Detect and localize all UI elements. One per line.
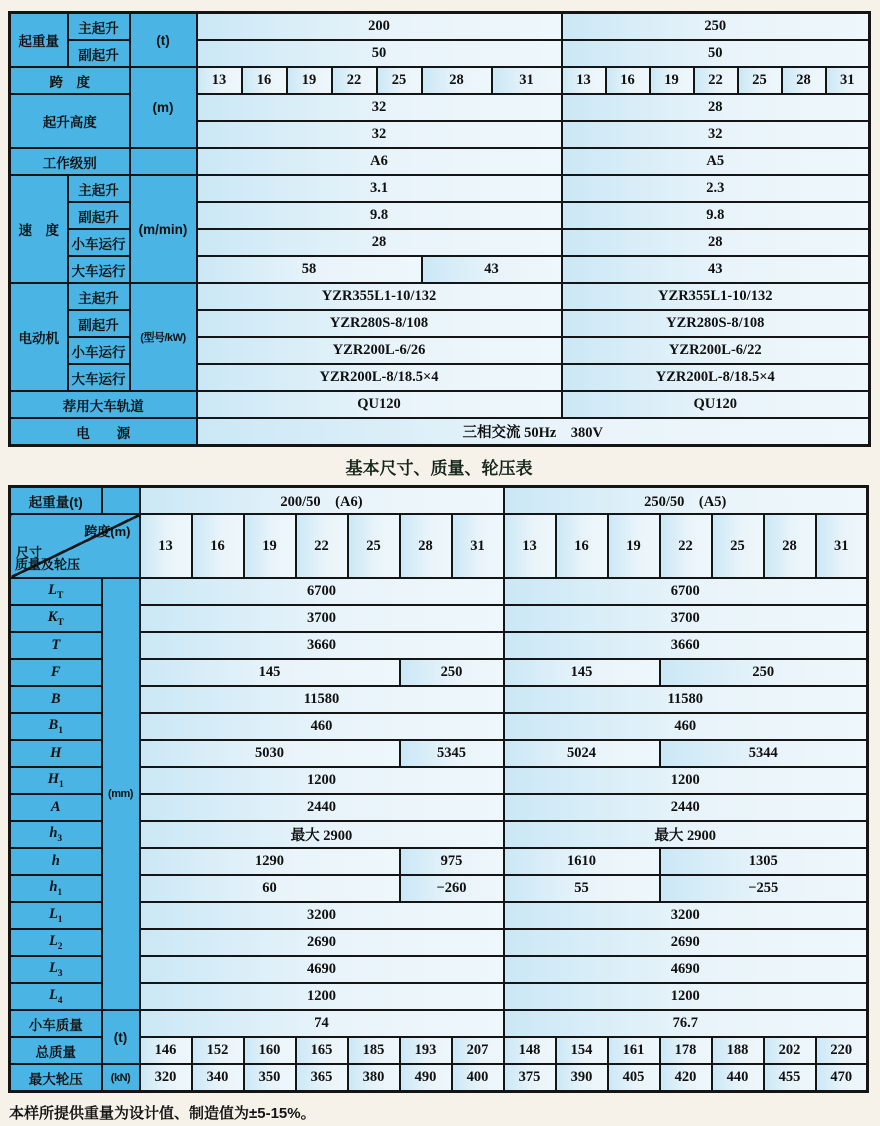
value-cell: 13 — [562, 67, 606, 94]
dim-symbol-cell: T — [10, 632, 102, 659]
value-cell: 1200 — [140, 767, 504, 794]
row-label-total-mass: 总质量 — [10, 1037, 102, 1064]
value-cell: 420 — [660, 1064, 712, 1092]
value-cell: 43 — [422, 256, 562, 283]
value-cell: 11580 — [140, 686, 504, 713]
corner-mass-wheel-label: 质量及轮压 — [15, 557, 81, 572]
row-label-max-wheel-load: 最大轮压 — [10, 1064, 102, 1092]
value-cell: 32 — [197, 94, 562, 121]
value-cell: 350 — [244, 1064, 296, 1092]
value-cell: 58 — [197, 256, 422, 283]
value-cell: 76.7 — [504, 1010, 868, 1037]
label-cell: 主起升 — [68, 175, 130, 202]
value-cell: 32 — [197, 121, 562, 148]
value-cell: 13 — [504, 514, 556, 578]
value-cell: 460 — [504, 713, 868, 740]
value-cell: 460 — [140, 713, 504, 740]
value-cell: 145 — [504, 659, 660, 686]
dim-symbol-cell: $L_4$ — [10, 983, 102, 1010]
value-cell: 1200 — [140, 983, 504, 1010]
value-cell: 25 — [712, 514, 764, 578]
value-cell: 405 — [608, 1064, 660, 1092]
value-cell: 50 — [562, 40, 870, 67]
dimensions-table-title: 基本尺寸、质量、轮压表 — [345, 459, 533, 478]
value-cell: 148 — [504, 1037, 556, 1064]
value-cell: 250 — [400, 659, 504, 686]
value-cell: 5024 — [504, 740, 660, 767]
unit-m-min: (m/min) — [130, 175, 197, 283]
value-cell: 200/50 (A6) — [140, 487, 504, 515]
value-cell: 250/50 (A5) — [504, 487, 868, 515]
footnote: 本样所提供重量为设计值、制造值为±5-15%。 — [9, 1105, 316, 1122]
value-cell: 440 — [712, 1064, 764, 1092]
value-cell: 28 — [782, 67, 826, 94]
value-cell: 250 — [562, 13, 870, 41]
value-cell: 3660 — [504, 632, 868, 659]
corner-span-header: 跨度(m) — [84, 524, 131, 539]
value-cell: 2440 — [140, 794, 504, 821]
unit-t: (t) — [102, 1010, 140, 1064]
value-cell: 19 — [244, 514, 296, 578]
row-label-motor: 电动机 — [10, 283, 68, 391]
label-cell: 副起升 — [68, 202, 130, 229]
row-label-capacity: 起重量(t) — [10, 487, 102, 515]
value-cell: 5030 — [140, 740, 400, 767]
value-cell: 6700 — [504, 578, 868, 605]
value-cell: 16 — [242, 67, 287, 94]
row-label-speed: 速 度 — [10, 175, 68, 283]
value-cell: 6700 — [140, 578, 504, 605]
value-cell: 43 — [562, 256, 870, 283]
value-cell: 375 — [504, 1064, 556, 1092]
value-cell: 28 — [197, 229, 562, 256]
unit-kn: (kN) — [102, 1064, 140, 1092]
unit-t: (t) — [130, 13, 197, 68]
value-cell: 3.1 — [197, 175, 562, 202]
value-cell: 160 — [244, 1037, 296, 1064]
value-cell: 22 — [332, 67, 377, 94]
value-cell: YZR200L-6/22 — [562, 337, 870, 364]
row-label-aux-hoist: 副起升 — [68, 40, 130, 67]
value-cell: 28 — [422, 67, 492, 94]
value-cell: A5 — [562, 148, 870, 175]
value-cell: QU120 — [562, 391, 870, 418]
value-cell: 220 — [816, 1037, 868, 1064]
value-cell: 200 — [197, 13, 562, 41]
value-cell: 19 — [650, 67, 694, 94]
value-cell: 390 — [556, 1064, 608, 1092]
row-label-power: 电 源 — [10, 418, 197, 446]
label-cell: 小车运行 — [68, 337, 130, 364]
value-cell: 3200 — [140, 902, 504, 929]
value-cell: 185 — [348, 1037, 400, 1064]
value-cell: YZR355L1-10/132 — [197, 283, 562, 310]
value-cell: 2440 — [504, 794, 868, 821]
corner-dimension-label: 尺寸 — [16, 545, 43, 560]
value-cell: 22 — [296, 514, 348, 578]
dim-symbol-cell: $L_3$ — [10, 956, 102, 983]
value-cell: 74 — [140, 1010, 504, 1037]
value-cell: 3700 — [140, 605, 504, 632]
value-cell: 154 — [556, 1037, 608, 1064]
value-cell: 490 — [400, 1064, 452, 1092]
value-cell: 32 — [562, 121, 870, 148]
value-cell: 207 — [452, 1037, 504, 1064]
value-cell: 380 — [348, 1064, 400, 1092]
value-cell: 1200 — [504, 767, 868, 794]
value-cell: 3200 — [504, 902, 868, 929]
value-cell: 9.8 — [562, 202, 870, 229]
row-label-rail: 荐用大车轨道 — [10, 391, 197, 418]
value-cell: 2.3 — [562, 175, 870, 202]
value-cell: 2690 — [504, 929, 868, 956]
value-cell: 1200 — [504, 983, 868, 1010]
dim-symbol-cell: $B_1$ — [10, 713, 102, 740]
value-cell: 400 — [452, 1064, 504, 1092]
dim-symbol-cell: $L_2$ — [10, 929, 102, 956]
value-cell: 28 — [562, 94, 870, 121]
value-cell: 22 — [694, 67, 738, 94]
dim-symbol-cell: F — [10, 659, 102, 686]
value-cell: YZR355L1-10/132 — [562, 283, 870, 310]
dim-symbol-cell: $K_T$ — [10, 605, 102, 632]
dim-symbol-cell: H — [10, 740, 102, 767]
value-cell: 152 — [192, 1037, 244, 1064]
value-cell: 11580 — [504, 686, 868, 713]
value-cell: 50 — [197, 40, 562, 67]
value-cell: 28 — [400, 514, 452, 578]
label-cell — [130, 148, 197, 175]
value-cell: 1305 — [660, 848, 868, 875]
value-cell: 25 — [738, 67, 782, 94]
value-cell: YZR280S-8/108 — [197, 310, 562, 337]
value-cell: 55 — [504, 875, 660, 902]
value-cell: A6 — [197, 148, 562, 175]
value-cell: 146 — [140, 1037, 192, 1064]
value-cell: 28 — [764, 514, 816, 578]
dim-symbol-cell: $h_3$ — [10, 821, 102, 848]
value-cell: 4690 — [504, 956, 868, 983]
value-cell: YZR200L-6/26 — [197, 337, 562, 364]
value-cell: 250 — [660, 659, 868, 686]
value-cell: 60 — [140, 875, 400, 902]
value-cell: YZR200L-8/18.5×4 — [562, 364, 870, 391]
value-cell: 三相交流 50Hz 380V — [197, 418, 870, 446]
value-cell: 470 — [816, 1064, 868, 1092]
value-cell: 2690 — [140, 929, 504, 956]
value-cell: 193 — [400, 1037, 452, 1064]
value-cell: 19 — [287, 67, 332, 94]
value-cell: 16 — [556, 514, 608, 578]
value-cell: 320 — [140, 1064, 192, 1092]
value-cell: 最大 2900 — [504, 821, 868, 848]
label-cell: 小车运行 — [68, 229, 130, 256]
value-cell: 365 — [296, 1064, 348, 1092]
value-cell: 16 — [606, 67, 650, 94]
value-cell: 1290 — [140, 848, 400, 875]
spec-table — [8, 11, 871, 447]
value-cell: 13 — [197, 67, 242, 94]
value-cell: 最大 2900 — [140, 821, 504, 848]
value-cell: 3660 — [140, 632, 504, 659]
unit-model-kw: (型号/kW) — [130, 283, 197, 391]
value-cell: 19 — [608, 514, 660, 578]
row-label-trolley-mass: 小车质量 — [10, 1010, 102, 1037]
value-cell: 975 — [400, 848, 504, 875]
value-cell: 16 — [192, 514, 244, 578]
value-cell: 25 — [377, 67, 422, 94]
row-label-main-hoist: 主起升 — [68, 13, 130, 41]
value-cell: 31 — [452, 514, 504, 578]
dim-symbol-cell: h — [10, 848, 102, 875]
row-label-lifting-capacity: 起重量 — [10, 13, 68, 68]
label-cell: 副起升 — [68, 310, 130, 337]
dim-symbol-cell: $L_T$ — [10, 578, 102, 605]
unit-mm: (mm) — [102, 578, 140, 1010]
dim-symbol-cell: $h_1$ — [10, 875, 102, 902]
value-cell: 25 — [348, 514, 400, 578]
value-cell: 4690 — [140, 956, 504, 983]
value-cell: 5344 — [660, 740, 868, 767]
value-cell: 340 — [192, 1064, 244, 1092]
value-cell: 188 — [712, 1037, 764, 1064]
row-label-lifting-height: 起升高度 — [10, 94, 130, 148]
value-cell: 202 — [764, 1037, 816, 1064]
label-cell — [102, 487, 140, 515]
value-cell: 31 — [492, 67, 562, 94]
row-label-span: 跨 度 — [10, 67, 130, 94]
value-cell: 1610 — [504, 848, 660, 875]
dim-symbol-cell: B — [10, 686, 102, 713]
value-cell: 31 — [816, 514, 868, 578]
value-cell: 161 — [608, 1037, 660, 1064]
value-cell: −260 — [400, 875, 504, 902]
value-cell: 31 — [826, 67, 870, 94]
corner-cell — [10, 514, 140, 578]
value-cell: 22 — [660, 514, 712, 578]
dim-symbol-cell: $L_1$ — [10, 902, 102, 929]
value-cell: −255 — [660, 875, 868, 902]
label-cell: 大车运行 — [68, 256, 130, 283]
unit-m: (m) — [130, 67, 197, 148]
value-cell: 455 — [764, 1064, 816, 1092]
value-cell: 9.8 — [197, 202, 562, 229]
value-cell: 13 — [140, 514, 192, 578]
row-label-duty-class: 工作级别 — [10, 148, 130, 175]
value-cell: 145 — [140, 659, 400, 686]
dim-symbol-cell: $H_1$ — [10, 767, 102, 794]
value-cell: 28 — [562, 229, 870, 256]
value-cell: YZR280S-8/108 — [562, 310, 870, 337]
value-cell: 165 — [296, 1037, 348, 1064]
value-cell: QU120 — [197, 391, 562, 418]
dimensions-table — [8, 485, 869, 1093]
value-cell: 5345 — [400, 740, 504, 767]
value-cell: 3700 — [504, 605, 868, 632]
label-cell: 主起升 — [68, 283, 130, 310]
value-cell: 178 — [660, 1037, 712, 1064]
dim-symbol-cell: A — [10, 794, 102, 821]
value-cell: YZR200L-8/18.5×4 — [197, 364, 562, 391]
label-cell: 大车运行 — [68, 364, 130, 391]
